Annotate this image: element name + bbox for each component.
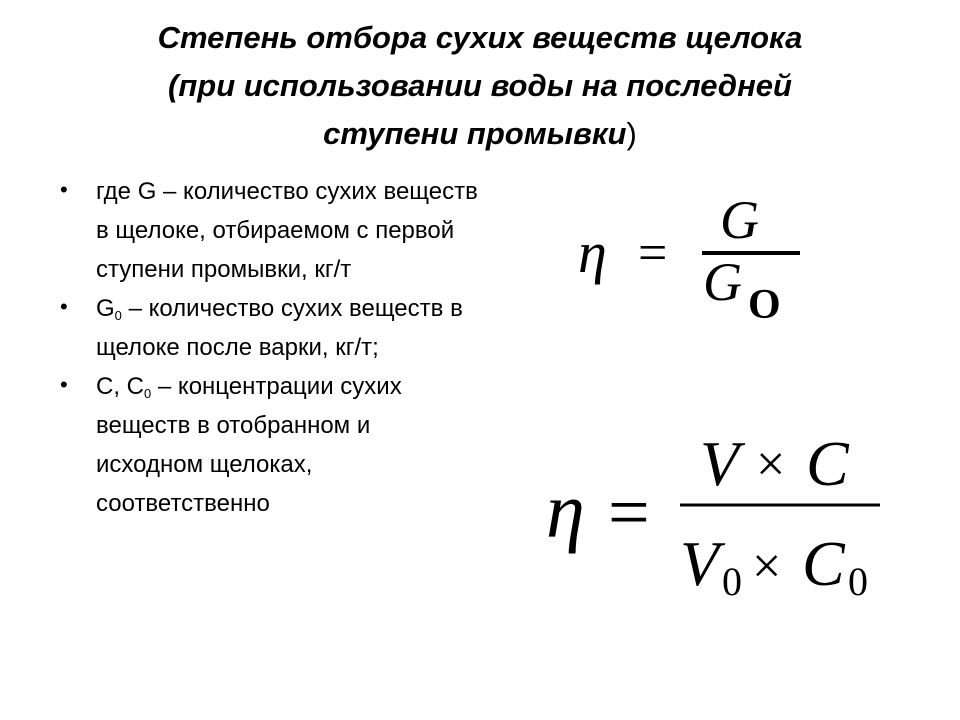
definition-c-subscript: 0 [144, 386, 152, 401]
definition-g0-subscript: 0 [114, 308, 122, 323]
definition-c-symbol: С, С [96, 373, 144, 400]
formula1-equals: = [638, 225, 668, 282]
definition-g0 [60, 289, 480, 367]
formula2-num-v: V [700, 428, 740, 499]
definition-c-description: – концентрации сухих веществ в отобранном и исходном щелоках, соответственно [96, 373, 402, 517]
definition-g0-description: – количество сухих веществ в щелоке после варки, кг/т; [96, 295, 463, 361]
formula2-num-c: C [806, 428, 849, 499]
definition-g-text: где G – количество сухих веществ в щелоке, отбираемом с первой ступени промывки, кг/т [96, 178, 478, 283]
formula2-den-c: C [802, 528, 845, 599]
bullet-icon: • [60, 177, 68, 202]
title-line-1: Степень отбора сухих веществ щелока [157, 20, 803, 55]
formula-mass-ratio-svg [560, 190, 820, 330]
title-line-2: (при использовании воды на последней [168, 68, 792, 103]
formula2-den-v: V [680, 528, 720, 599]
formula-concentration-ratio [530, 425, 900, 615]
formula2-den-c-sub: 0 [848, 559, 868, 604]
title-line-3-text: ступени промывки [323, 116, 627, 151]
definition-g0-symbol: G [96, 295, 115, 322]
formula2-equals: = [608, 472, 650, 554]
formula1-denominator: G [703, 252, 742, 312]
title-line-3 [60, 110, 900, 158]
formula1-eta: η [578, 220, 607, 285]
definition-g [60, 172, 480, 289]
title-closing-paren: ) [626, 116, 637, 151]
formula2-num-times: × [756, 436, 786, 493]
definitions-list [60, 172, 480, 523]
slide-title [60, 14, 900, 158]
formula1-numerator: G [720, 190, 759, 250]
bullet-icon: • [60, 294, 68, 319]
formula2-den-times: × [752, 538, 782, 595]
formula2-den-v-sub: 0 [722, 559, 742, 604]
formula1-denominator-sub: O [748, 282, 781, 328]
bullet-icon: • [60, 372, 68, 397]
formula-concentration-ratio-svg [530, 425, 900, 615]
formula2-eta: η [546, 467, 585, 554]
definition-c [60, 367, 480, 523]
formula-mass-ratio [560, 190, 820, 330]
definition-c-text [96, 373, 402, 517]
definition-g0-text [96, 295, 463, 361]
